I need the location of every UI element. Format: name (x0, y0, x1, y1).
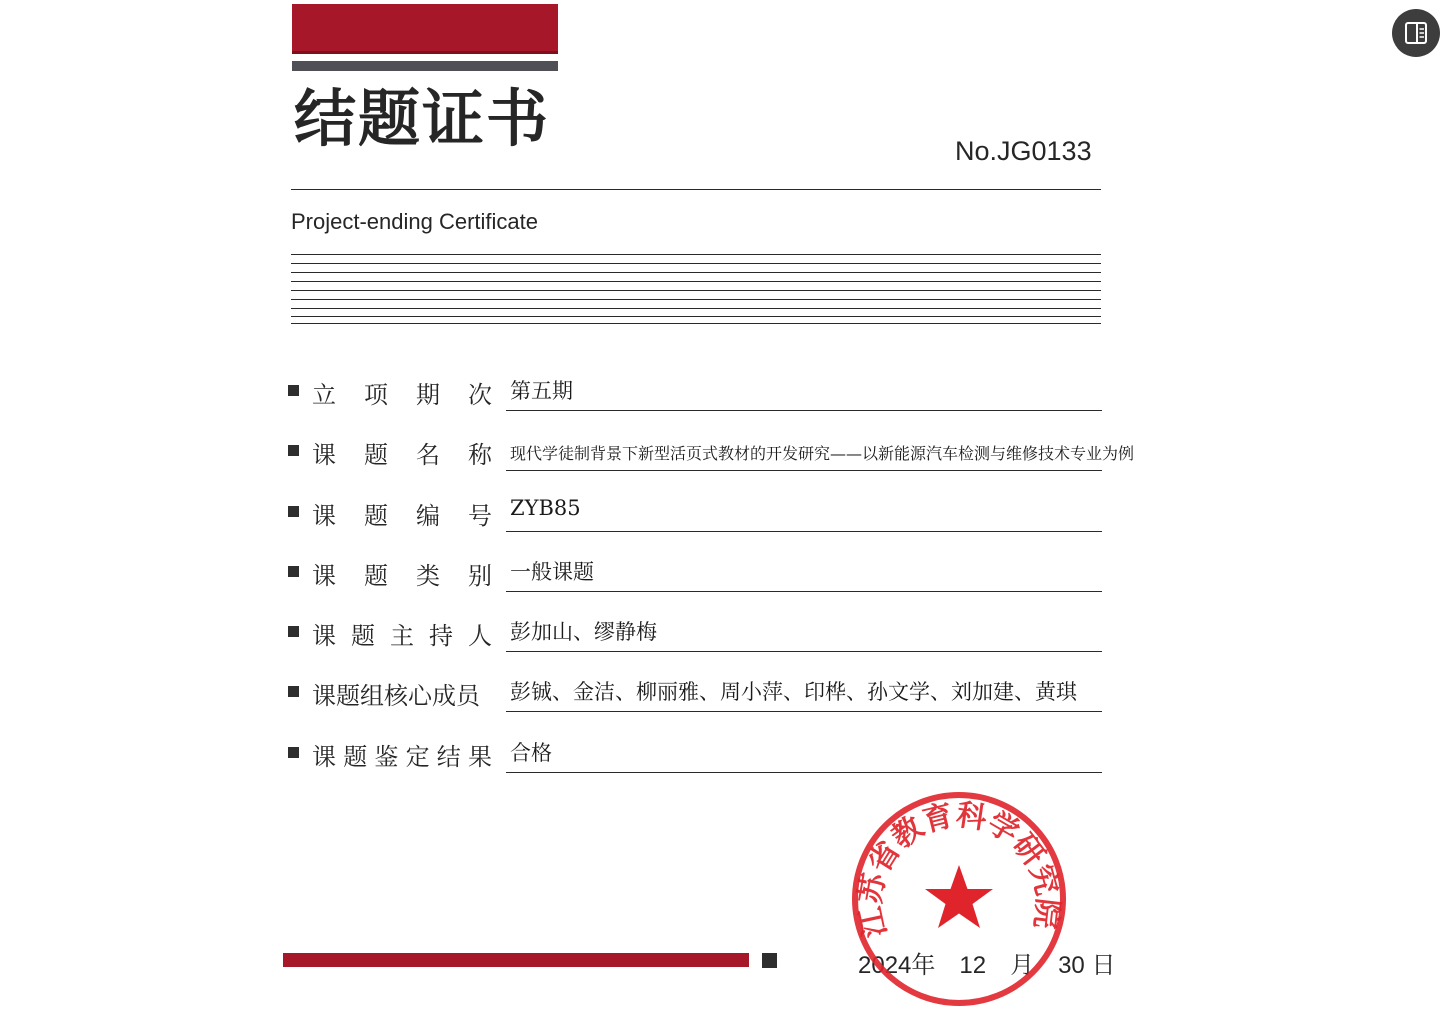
field-label: 课 题 主 持 人 (312, 622, 492, 650)
field-label: 课 题 名 称 (312, 441, 492, 469)
value-underline (506, 591, 1102, 592)
field-value: 现代学徒制背景下新型活页式教材的开发研究——以新能源汽车检测与维修技术专业为例 (510, 444, 1135, 463)
bullet-square (288, 747, 299, 758)
field-label: 课 题 编 号 (312, 502, 492, 530)
field-row-period (284, 373, 1102, 413)
field-value: ZYB85 (510, 496, 581, 520)
field-row-result (284, 735, 1102, 775)
field-label: 课题组核心成员 (312, 682, 480, 710)
official-seal (850, 790, 1068, 1008)
reader-mode-button[interactable] (1392, 9, 1440, 57)
field-value: 彭铖、金洁、柳丽雅、周小萍、印桦、孙文学、刘加建、黄琪 (510, 680, 1077, 704)
reader-mode-icon (1403, 20, 1429, 46)
title-divider (291, 189, 1101, 190)
value-underline (506, 772, 1102, 773)
field-row-project-code (284, 494, 1102, 534)
field-row-category (284, 554, 1102, 594)
value-underline (506, 651, 1102, 652)
field-row-host (284, 614, 1102, 654)
value-underline (506, 410, 1102, 411)
field-label: 课 题 鉴 定 结 果 (312, 743, 492, 771)
seal-star (925, 865, 993, 928)
top-red-bar (292, 4, 558, 54)
bottom-square (762, 953, 777, 968)
issue-date: 2024年 12 月 30 日 (858, 952, 1116, 979)
field-row-project-name (284, 433, 1135, 473)
field-value: 一般课题 (510, 560, 594, 584)
bottom-red-bar (283, 953, 749, 967)
field-label: 课 题 类 别 (312, 562, 492, 590)
bullet-square (288, 385, 299, 396)
top-gray-bar (292, 61, 558, 71)
certificate-title: 结题证书 (294, 82, 551, 155)
field-label: 立 项 期 次 (312, 381, 492, 409)
field-value: 第五期 (510, 379, 573, 403)
bullet-square (288, 445, 299, 456)
field-row-members (284, 674, 1102, 714)
value-underline (506, 470, 1102, 471)
value-underline (506, 531, 1102, 532)
seal-text: 江苏省教育科学研究院 (852, 797, 1066, 941)
bullet-square (288, 506, 299, 517)
field-value: 彭加山、缪静梅 (510, 620, 657, 644)
bullet-square (288, 566, 299, 577)
bullet-square (288, 626, 299, 637)
value-underline (506, 711, 1102, 712)
certificate-number: No.JG0133 (955, 136, 1092, 166)
bullet-square (288, 686, 299, 697)
certificate-subtitle: Project-ending Certificate (291, 209, 539, 234)
field-value: 合格 (510, 741, 552, 765)
